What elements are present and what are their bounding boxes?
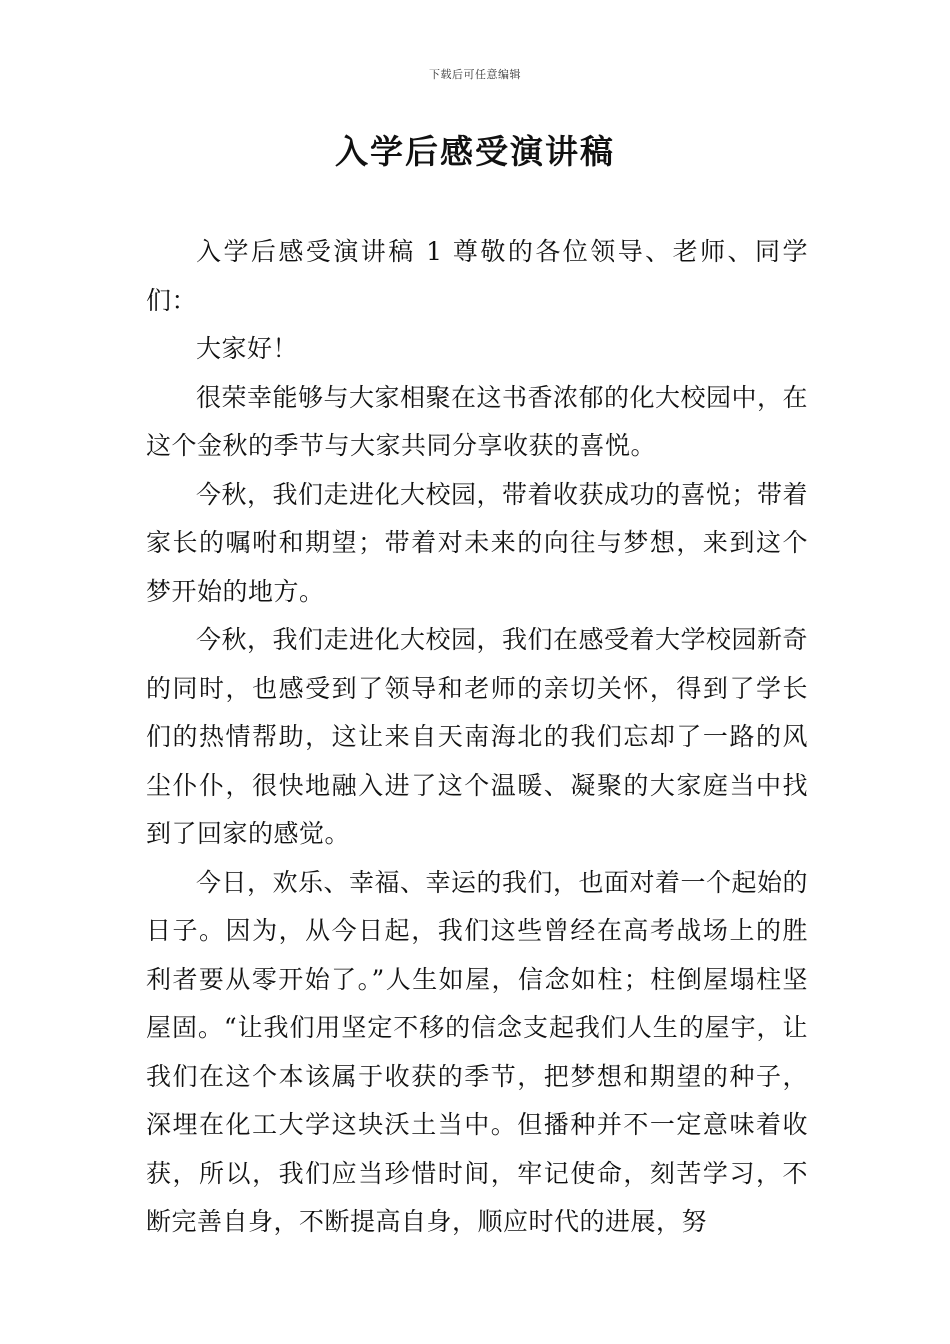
paragraph: 今秋，我们走进化大校园，带着收获成功的喜悦；带着家长的嘱咐和期望；带着对未来的向往与梦想，来到这个梦开始的地方。 <box>146 479 809 606</box>
paragraph: 今秋，我们走进化大校园，我们在感受着大学校园新奇的同时，也感受到了领导和老师的亲切关怀，得到了学长们的热情帮助，这让来自天南海北的我们忘却了一路的风尘仆仆，很快地融入进了这个温暖、凝聚的大家庭当中找到了回家的感觉。 <box>146 625 809 848</box>
paragraph: 今日，欢乐、幸福、幸运的我们，也面对着一个起始的日子。因为，从今日起，我们这些曾经在高考战场上的胜利者要从零开始了。”人生如屋，信念如柱；柱倒屋塌柱坚屋固。“让我们用坚定不移的信念支起我们人生的屋宇，让我们在这个本该属于收获的季节，把梦想和期望的种子，深埋在化工大学这块沃土当中。但播种并不一定意味着收获，所以，我们应当珍惜时间，牢记使命，刻苦学习，不断完善自身，不断提高自身，顺应时代的进展，努 <box>146 867 809 1236</box>
paragraph: 很荣幸能够与大家相聚在这书香浓郁的化大校园中，在这个金秋的季节与大家共同分享收获的喜悦。 <box>146 382 809 460</box>
header-note: 下载后可任意编辑 <box>429 68 521 81</box>
document-body <box>146 228 808 1247</box>
document-title: 入学后感受演讲稿 <box>335 132 615 171</box>
paragraph: 入学后感受演讲稿 1 尊敬的各位领导、老师、同学们： <box>146 237 808 315</box>
paragraph: 大家好！ <box>196 334 299 363</box>
